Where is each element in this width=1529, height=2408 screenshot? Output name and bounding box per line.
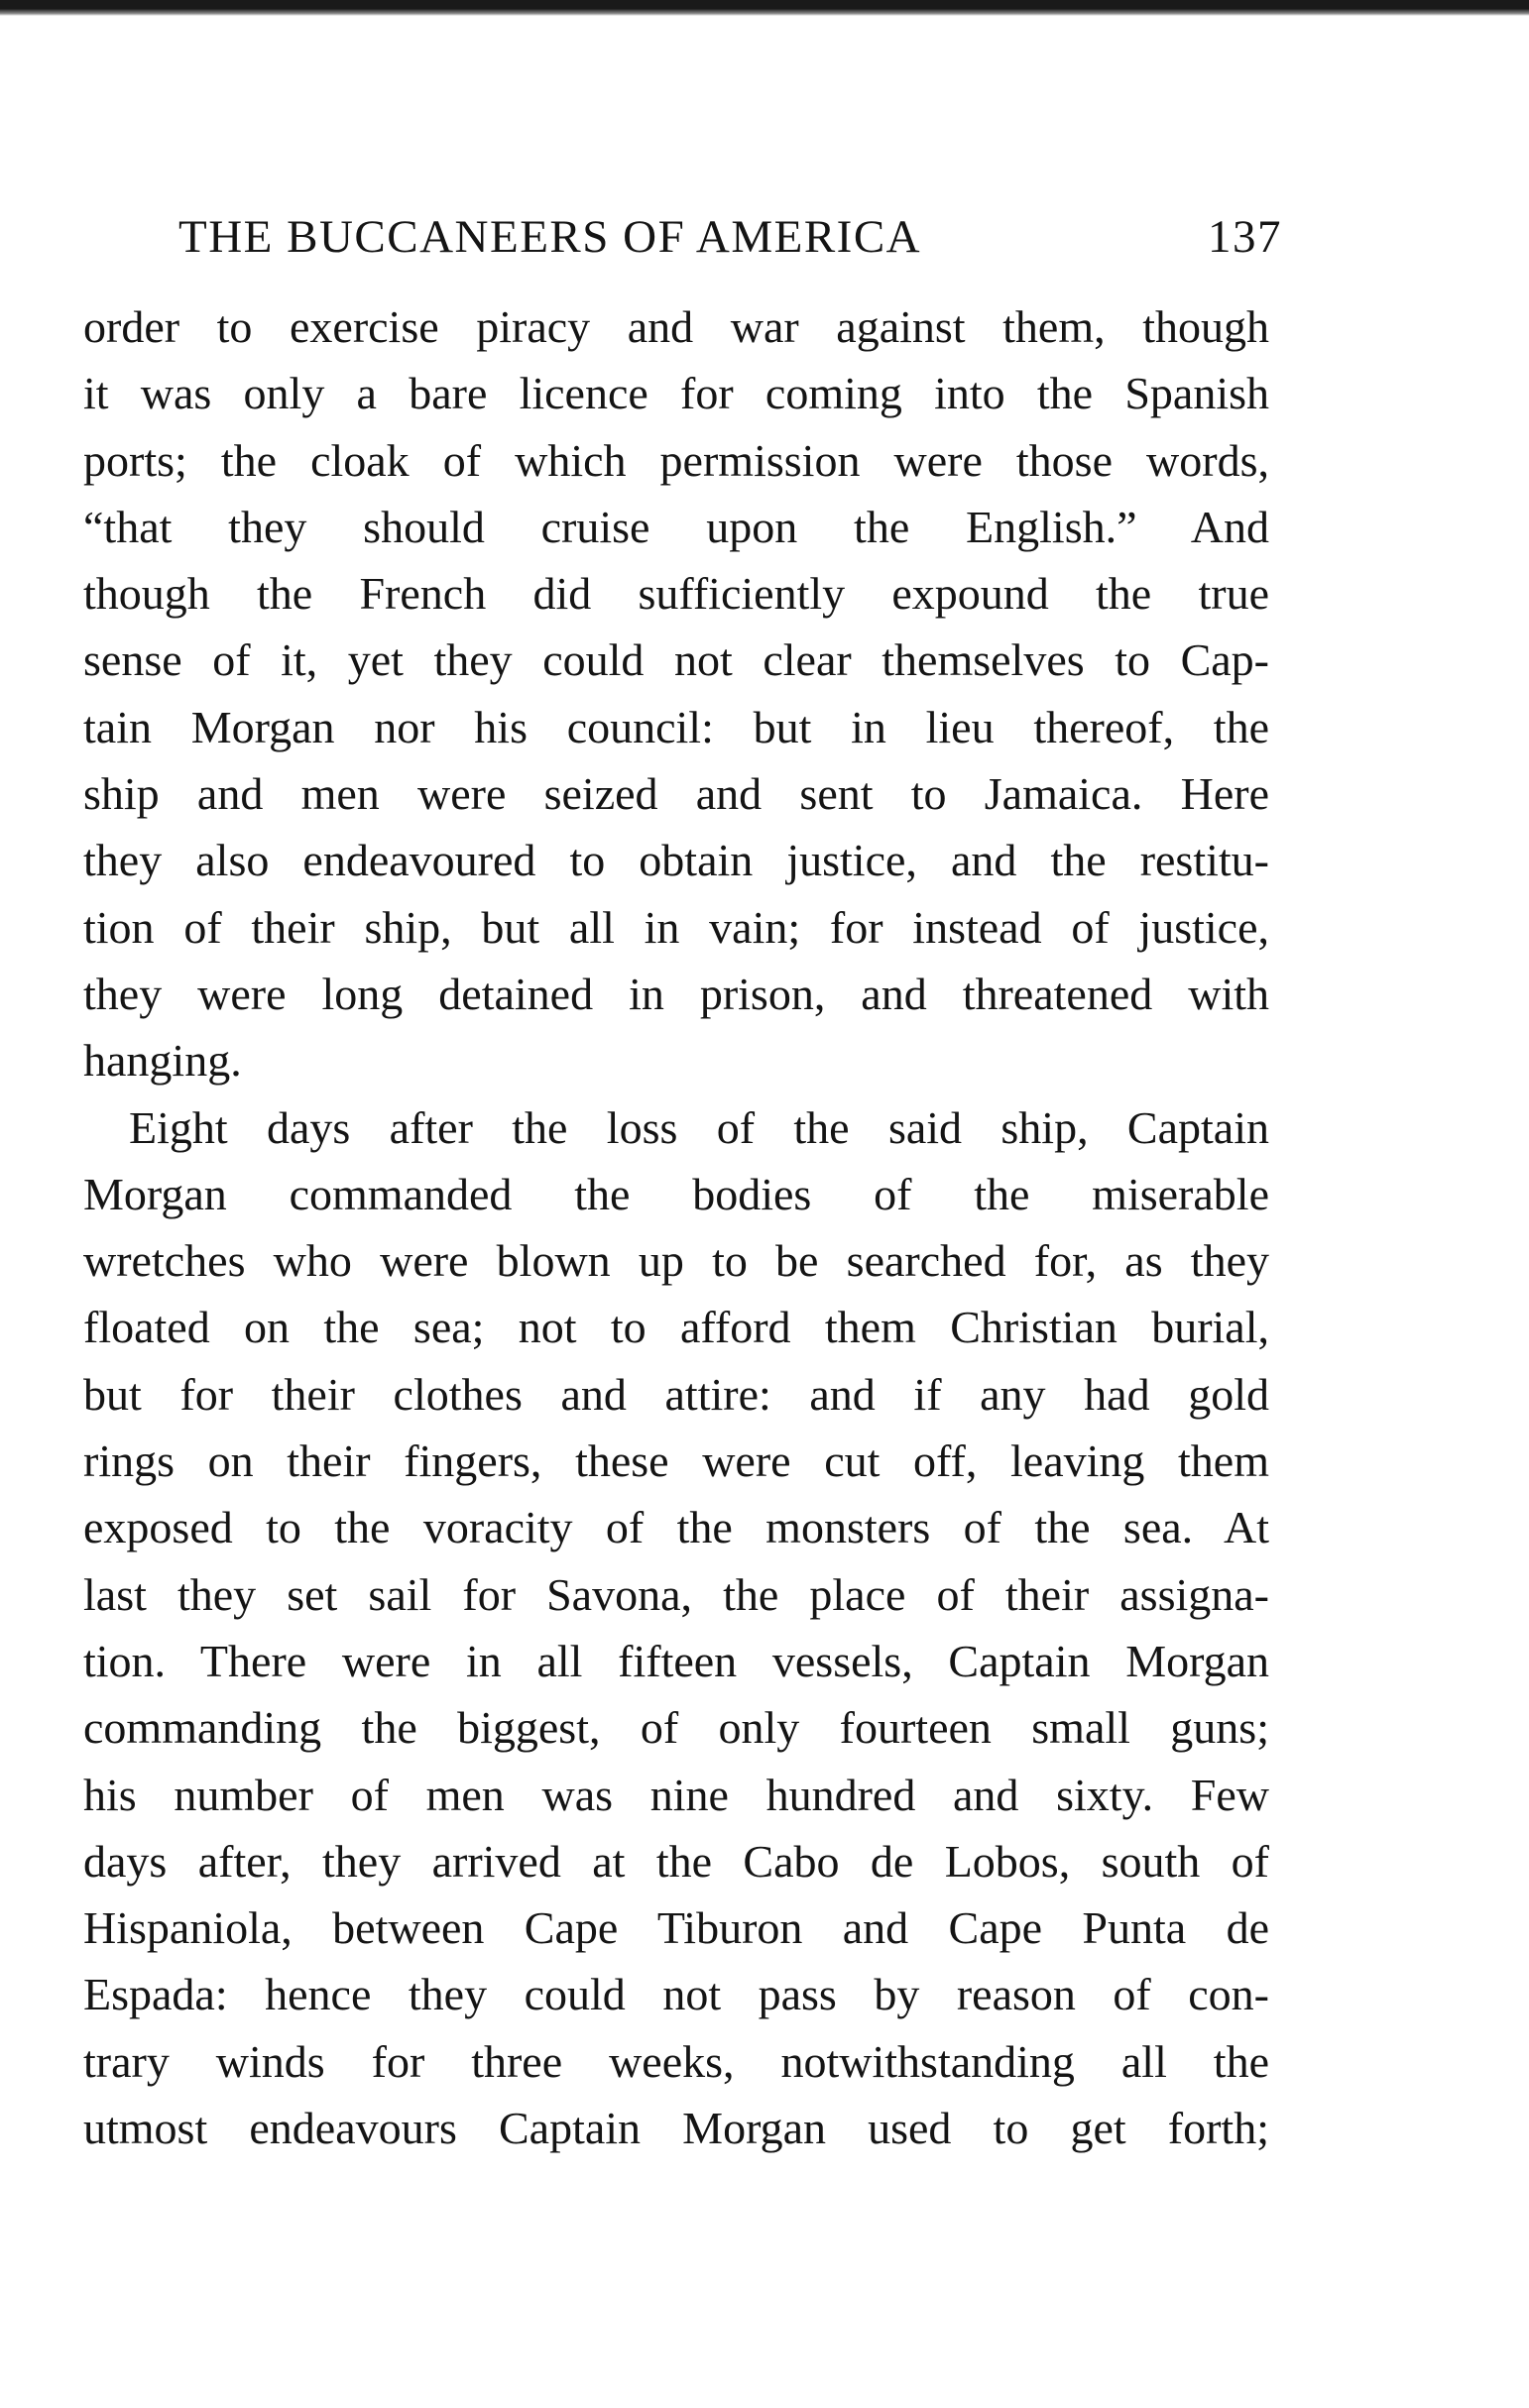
text-line: trary winds for three weeks, notwithstanding all the bbox=[83, 2035, 1269, 2087]
text-line: but for their clothes and attire: and if any had gold bbox=[83, 1368, 1269, 1420]
text-line: wretches who were blown up to be searched for, as they bbox=[83, 1235, 1269, 1287]
text-line: they also endeavoured to obtain justice, and the restitu- bbox=[83, 835, 1269, 886]
text-line: floated on the sea; not to afford them Christian burial, bbox=[83, 1302, 1269, 1353]
body-text bbox=[83, 293, 1269, 2161]
running-head-title: THE BUCCANEERS OF AMERICA bbox=[178, 211, 922, 263]
text-line: his number of men was nine hundred and sixty. Few bbox=[83, 1769, 1269, 1820]
paragraph-first-line: Eight days after the loss of the said ship, Captain bbox=[129, 1101, 1269, 1153]
page-number: 137 bbox=[1208, 211, 1282, 263]
text-line: commanding the biggest, of only fourteen small guns; bbox=[83, 1702, 1269, 1754]
text-line: exposed to the voracity of the monsters of the sea. At bbox=[83, 1502, 1269, 1553]
text-line: rings on their fingers, these were cut off, leaving them bbox=[83, 1435, 1269, 1487]
paragraph-last-line: hanging. bbox=[83, 1035, 242, 1087]
text-line: tion. There were in all fifteen vessels, Captain Morgan bbox=[83, 1635, 1269, 1686]
text-line: last they set sail for Savona, the place of their assigna- bbox=[83, 1568, 1269, 1620]
text-line: days after, they arrived at the Cabo de Lobos, south of bbox=[83, 1835, 1269, 1887]
text-line: Morgan commanded the bodies of the miserable bbox=[83, 1168, 1269, 1219]
text-line: utmost endeavours Captain Morgan used to get forth; bbox=[83, 2103, 1269, 2154]
text-line: ports; the cloak of which permission were those words, bbox=[83, 434, 1269, 486]
top-edge-rule bbox=[0, 0, 1529, 16]
text-line: “that they should cruise upon the English.” And bbox=[83, 501, 1269, 552]
text-line: Hispaniola, between Cape Tiburon and Cape Punta de bbox=[83, 1902, 1269, 1954]
running-head bbox=[178, 210, 1282, 270]
text-line: though the French did sufficiently expound the true bbox=[83, 568, 1269, 620]
text-line: tain Morgan nor his council: but in lieu thereof, the bbox=[83, 701, 1269, 752]
text-line: they were long detained in prison, and threatened with bbox=[83, 968, 1269, 1019]
text-line: it was only a bare licence for coming into the Spanish bbox=[83, 368, 1269, 419]
text-line: sense of it, yet they could not clear themselves to Cap- bbox=[83, 634, 1269, 686]
text-line: ship and men were seized and sent to Jamaica. Here bbox=[83, 768, 1269, 820]
text-line: order to exercise piracy and war against them, though bbox=[83, 301, 1269, 352]
text-line: tion of their ship, but all in vain; for instead of justice, bbox=[83, 901, 1269, 953]
text-line: Espada: hence they could not pass by reason of con- bbox=[83, 1969, 1269, 2020]
